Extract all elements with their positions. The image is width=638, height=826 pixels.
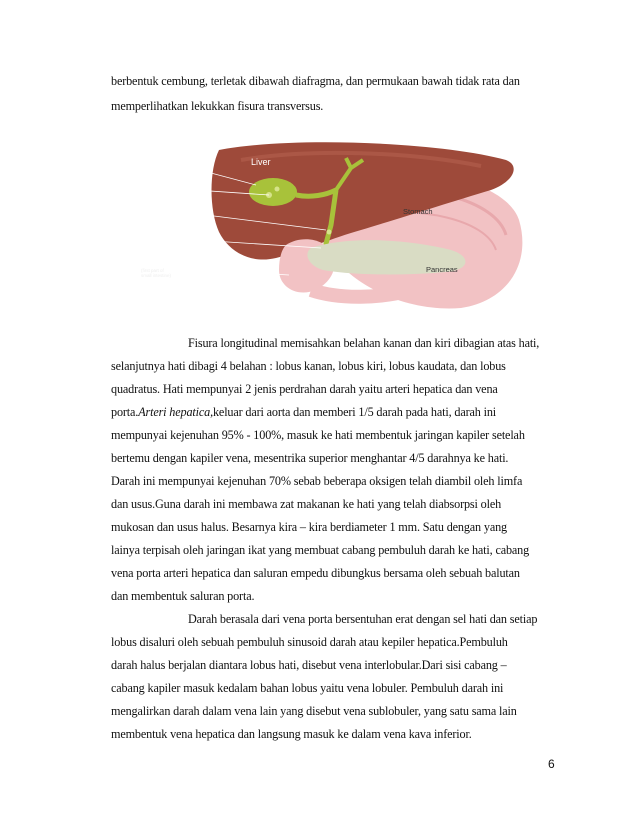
para1-line-4-prefix: porta.: [111, 405, 139, 419]
intro-line-1: berbentuk cembung, terletak dibawah diafragma, dan permukaan bawah tidak rata dan: [111, 74, 520, 88]
intro-line-2: memperlihatkan lekukkan fisura transversus.: [111, 99, 324, 113]
para1-line-5: mempunyai kejenuhan 95% - 100%, masuk ke hati membentuk jaringan kapiler setelah: [111, 428, 525, 442]
para1-line-4: [111, 405, 561, 420]
para2-line-2: lobus disaluri oleh sebuah pembuluh sinusoid darah atau kepiler hepatica.Pembuluh: [111, 635, 508, 649]
para2-line-5: mengalirkan darah dalam vena lain yang disebut vena sublobuler, yang satu sama lain: [111, 704, 517, 718]
para1-line-1: Fisura longitudinal memisahkan belahan kanan dan kiri dibagian atas hati,: [188, 336, 540, 350]
para1-line-8: dan usus.Guna darah ini membawa zat makanan ke hati yang telah diabsorpsi oleh: [111, 497, 502, 511]
label-duodenum-note-2: small intestine): [141, 273, 172, 278]
label-gallstones: Gallstones: [115, 181, 153, 190]
gallbladder-shape: [249, 178, 297, 206]
para2-line-4: cabang kapiler masuk kedalam bahan lobus yaitu vena lobuler. Pembuluh darah ini: [111, 681, 504, 695]
para1-line-11: vena porta arteri hepatica dan saluran empedu dibungkus bersama oleh sebuah balutan: [111, 566, 520, 580]
para1-line-7: Darah ini mempunyai kejenuhan 70% sebab beberapa oksigen telah diambil oleh limfa: [111, 474, 523, 488]
label-duodenum: Duodenum: [139, 259, 179, 268]
para1-line-12: dan membentuk saluran porta.: [111, 589, 255, 603]
para1-line-9: mukosan dan usus halus. Besarnya kira – kira berdiameter 1 mm. Satu dengan yang: [111, 520, 507, 534]
para1-line-4-suffix: keluar dari aorta dan memberi 1/5 darah pada hati, darah ini: [212, 405, 497, 419]
para1-line-4-italic: Arteri hepatica,: [138, 405, 213, 419]
page-number: 6: [548, 757, 555, 771]
label-stomach: Stomach: [403, 207, 433, 216]
liver-anatomy-figure: [111, 140, 531, 310]
liver-anatomy-illustration: [111, 140, 531, 310]
para2-line-3: darah halus berjalan diantara lobus hati, disebut vena interlobular.Dari sisi cabang –: [111, 658, 507, 672]
label-common-duct-stones-1: Common: [117, 203, 150, 212]
label-duodenum-note-1: (first part of: [141, 268, 164, 273]
para2-line-1: Darah berasala dari vena porta bersentuhan erat dengan sel hati dan setiap: [188, 612, 538, 626]
para1-line-6: bertemu dengan kapiler vena, mesentrika superior menghantar 4/5 darahnya ke hati.: [111, 451, 509, 465]
para1-line-10: lainya terpisah oleh jaringan ikat yang membuat cabang pembuluh darah ke hati, cabang: [111, 543, 530, 557]
label-common-duct-stones-2: duct stones: [117, 212, 158, 221]
label-pancreas: Pancreas: [426, 265, 458, 274]
label-liver: Liver: [251, 157, 271, 167]
para1-line-3: quadratus. Hati mempunyai 2 jenis perdrahan darah yaitu arteri hepatica dan vena: [111, 382, 498, 396]
label-common-bile-duct-1: Common: [125, 229, 158, 238]
label-common-bile-duct-2: bile duct: [125, 238, 155, 247]
para1-line-2: selanjutnya hati dibagi 4 belahan : lobus kanan, lobus kiri, lobus kaudata, dan lobus: [111, 359, 506, 373]
label-gallbladder: Gallbladder: [115, 155, 156, 164]
para2-line-6: membentuk vena hepatica dan langsung masuk ke dalam vena kava inferior.: [111, 727, 472, 741]
